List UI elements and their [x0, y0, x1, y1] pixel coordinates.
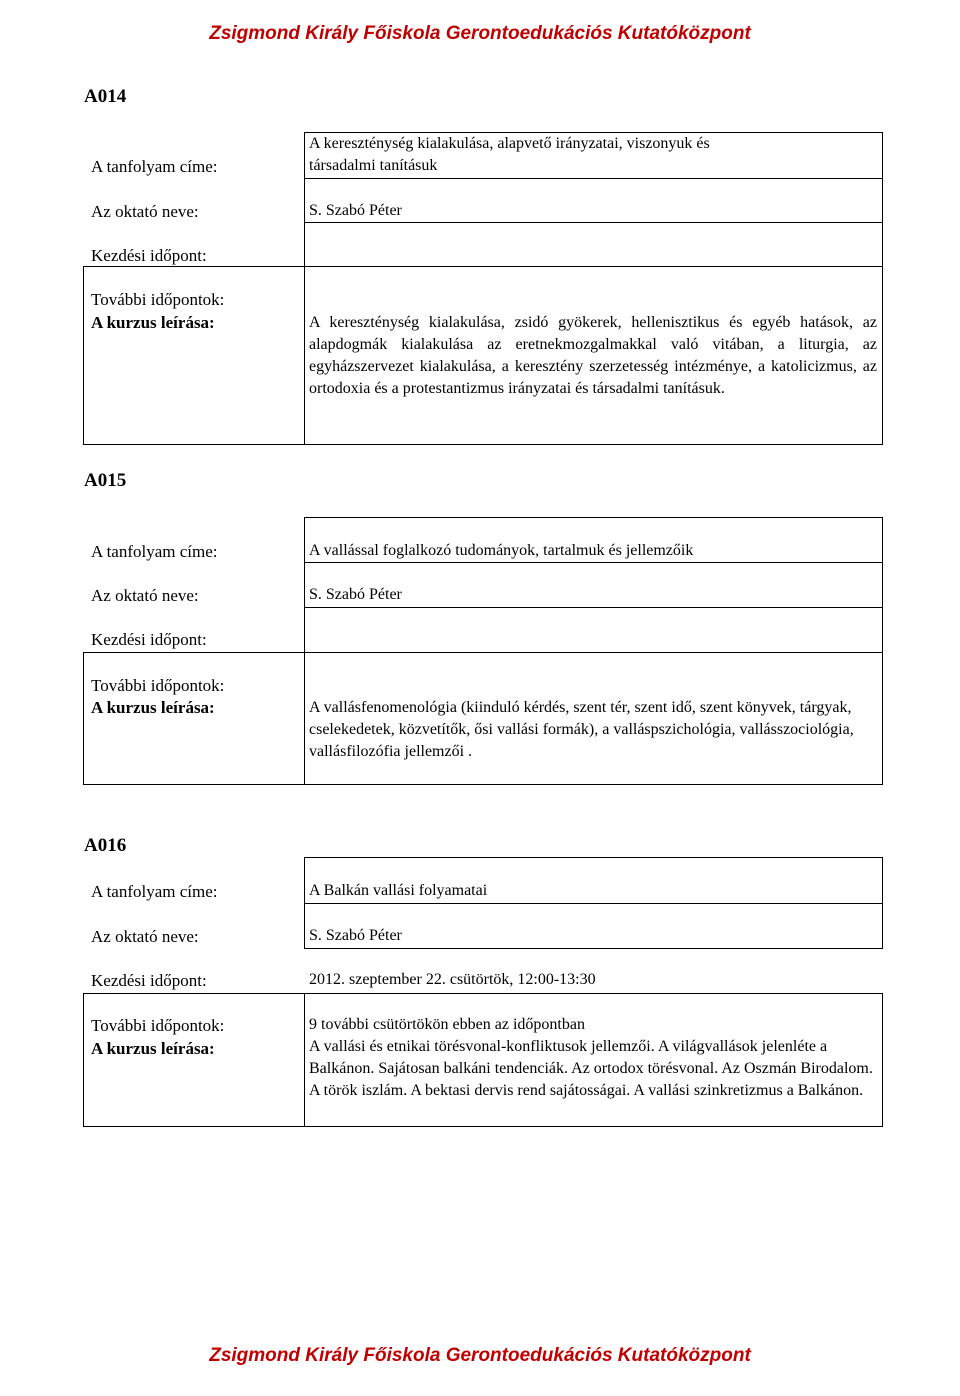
label-more-dates: További időpontok: [91, 1016, 225, 1035]
course-description: A kereszténység kialakulása, zsidó gyökerek, hellenisztikus és egyéb hatások, az alapdogmák kialakulása az eretnekmozgalmakkal való vitában, a liturgia, az egyházszervezet kialakulása, a keresztény szerzetesség intézménye, a katolicizmus, az ortodoxia és a protestantizmus irányzatai és társadalmi tanításuk. [309, 314, 877, 397]
start-cell [304, 222, 883, 267]
teacher-name: S. Szabó Péter [309, 586, 402, 603]
label-start: Kezdési időpont: [91, 630, 207, 649]
column-divider [304, 652, 305, 785]
course-code-a015: A015 [84, 470, 127, 491]
course-code-a014: A014 [84, 86, 127, 107]
start-value: 2012. szeptember 22. csütörtök, 12:00-13:30 [309, 971, 596, 988]
label-title: A tanfolyam címe: [91, 542, 218, 561]
label-description: A kurzus leírása: [91, 313, 215, 332]
course-description: A vallásfenomenológia (kiinduló kérdés, szent tér, szent idő, szent könyvek, tárgyak, cselekedetek, közvetítők, ősi vallási formák), a valláspszichológia, vallásszociológia, vallásfilozófia jellemzői . [309, 699, 854, 760]
course-title-line2: társadalmi tanításuk [309, 157, 438, 174]
course-title: A Balkán vallási folyamatai [309, 882, 488, 899]
course-description: A vallási és etnikai törésvonal-konfliktusok jellemzői. A világvallások jelenléte a Balkánon. Sajátosan balkáni tendenciák. Az ortodox törésvonal. Az Oszmán Birodalom. A török iszlám. A bektasi dervis rend sajátosságai. A vallási szinkretizmus a Balkánon. [309, 1038, 873, 1099]
course-code-a016: A016 [84, 835, 127, 856]
label-start: Kezdési időpont: [91, 246, 207, 265]
label-teacher: Az oktató neve: [91, 202, 199, 221]
course-title-line1: A kereszténység kialakulása, alapvető irányzatai, viszonyuk és [309, 135, 710, 152]
teacher-name: S. Szabó Péter [309, 202, 402, 219]
course-table-a015 [83, 517, 883, 785]
label-more-dates: További időpontok: [91, 676, 225, 695]
teacher-name: S. Szabó Péter [309, 927, 402, 944]
label-start: Kezdési időpont: [91, 971, 207, 990]
start-cell [304, 607, 883, 653]
label-description: A kurzus leírása: [91, 698, 215, 717]
course-table-a016 [83, 857, 883, 1127]
column-divider [304, 266, 305, 445]
label-teacher: Az oktató neve: [91, 586, 199, 605]
label-description: A kurzus leírása: [91, 1039, 215, 1058]
label-teacher: Az oktató neve: [91, 927, 199, 946]
page-header: Zsigmond Király Főiskola Gerontoedukációs Kutatóközpont [209, 23, 751, 44]
more-dates-value: 9 további csütörtökön ebben az időpontban [309, 1016, 585, 1033]
page-footer: Zsigmond Király Főiskola Gerontoedukációs Kutatóközpont [209, 1345, 751, 1366]
column-divider [304, 993, 305, 1127]
label-more-dates: További időpontok: [91, 290, 225, 309]
course-title: A vallással foglalkozó tudományok, tartalmuk és jellemzőik [309, 542, 694, 559]
course-table-a014 [83, 132, 883, 445]
label-title: A tanfolyam címe: [91, 882, 218, 901]
label-title: A tanfolyam címe: [91, 157, 218, 176]
